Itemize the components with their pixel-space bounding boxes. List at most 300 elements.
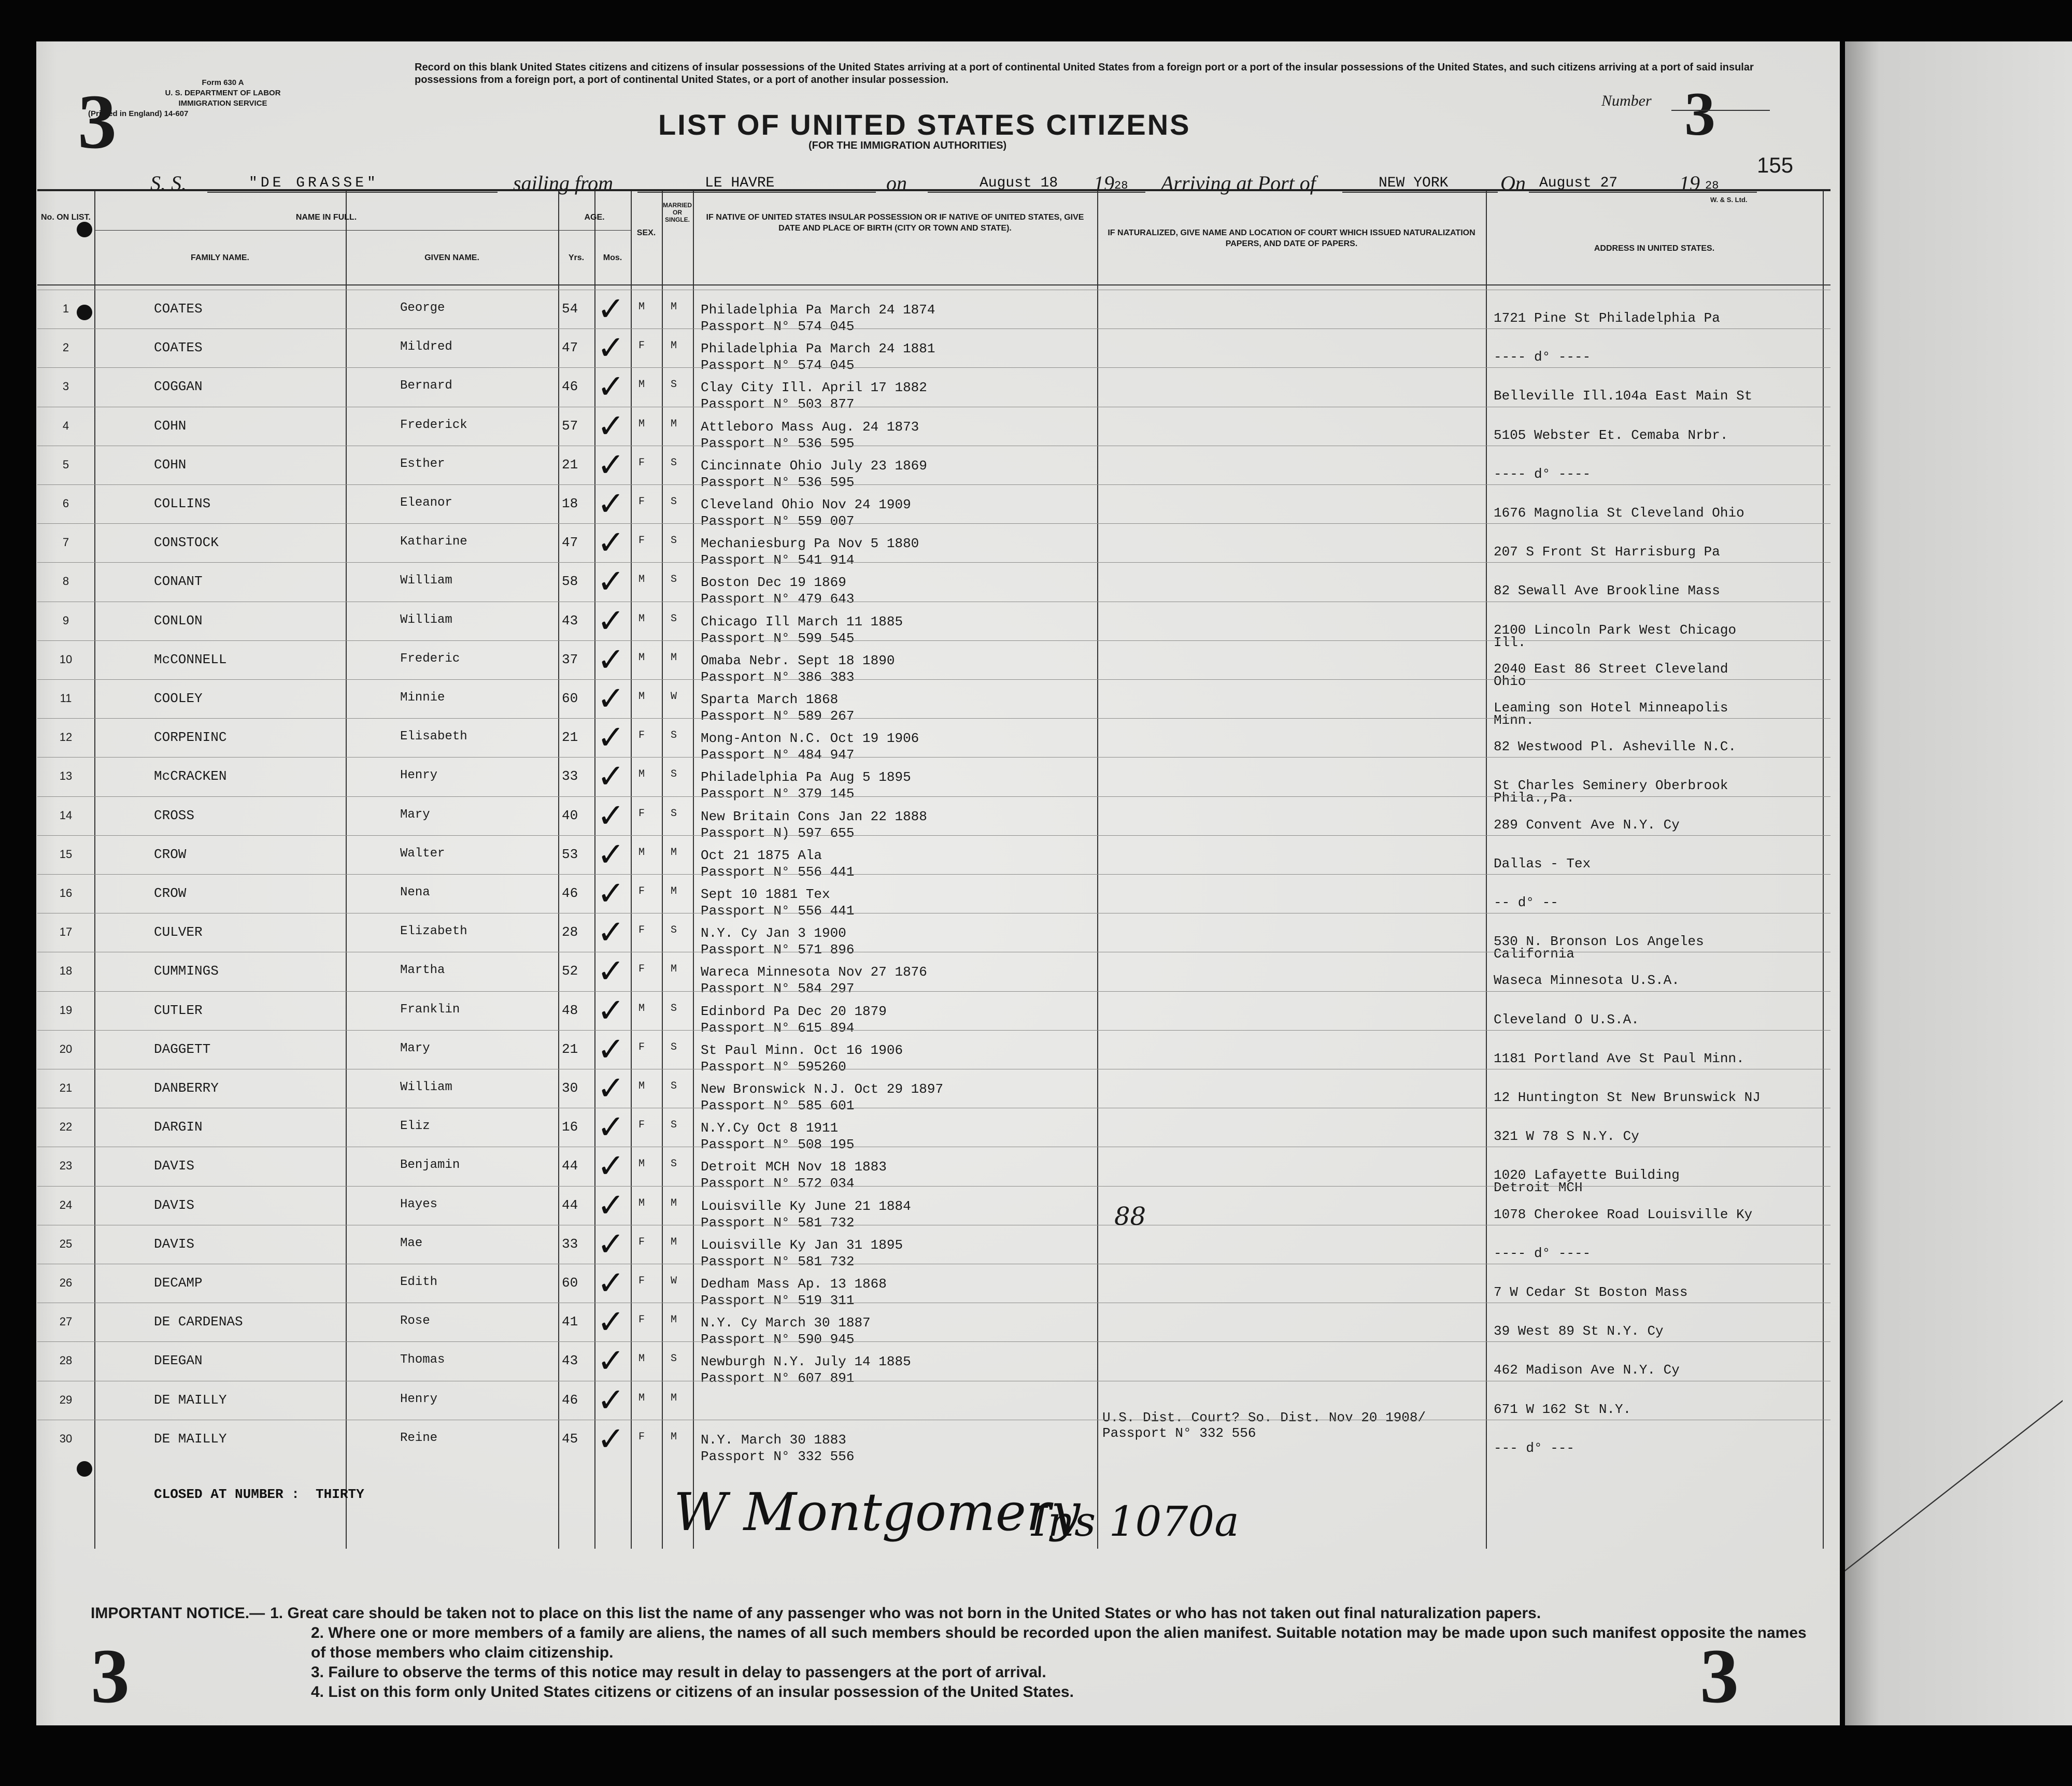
passport-number: Passport N° 574 045 [701,358,855,374]
table-row [37,1030,1830,1075]
given-name: George [400,301,445,315]
check-mark-icon: ✓ [597,602,625,640]
marital-status: S [671,1041,677,1053]
address: 39 West 89 St N.Y. Cy [1494,1323,1664,1339]
table-row [37,1420,1830,1464]
marital-status: M [671,1197,677,1209]
family-name: CUMMINGS [154,963,219,979]
passport-number: Passport N° 571 896 [701,942,855,958]
signature-note: Ins 1070a [1031,1497,1239,1546]
given-name: Henry [400,768,438,783]
birth-place-date: Mong-Anton N.C. Oct 19 1906 [701,731,919,747]
check-mark-icon: ✓ [597,1381,625,1420]
row-number: 14 [59,808,73,822]
given-name: Thomas [400,1353,445,1367]
printed-note: (Printed in England) 14-607 [88,109,189,118]
arrive-date: August 27 [1539,175,1618,191]
table-row [37,952,1830,997]
family-name: CROW [154,846,187,862]
sex: F [638,1431,645,1443]
punch-hole [77,1461,92,1477]
age-years: 57 [562,418,578,434]
marital-status: S [671,1119,677,1132]
row-number: 10 [59,652,73,666]
passport-number: Passport N° 585 601 [701,1098,855,1113]
birth-place-date: N.Y. Cy March 30 1887 [701,1315,871,1331]
family-name: DAVIS [154,1236,195,1252]
officer-signature: W Montgomery [674,1482,1081,1542]
given-name: Eliz [400,1119,430,1134]
col-naturalized: IF NATURALIZED, GIVE NAME AND LOCATION OF COURT WHICH ISSUED NATURALIZATION PAPERS, AND DATE OF PAPERS. [1108,228,1475,248]
age-years: 43 [562,612,578,628]
notice-item-2: 2. Where one or more members of a family are aliens, the names of all such members should be recorded upon the alien manifest. Suitable notation may be made upon such manifest opposite the names of those members who claim citizenship. [311,1624,1807,1661]
sex: M [638,379,645,391]
row-number: 24 [59,1198,73,1211]
family-name: DAGGETT [154,1041,211,1057]
address: 7 W Cedar St Boston Mass [1494,1284,1688,1300]
passport-number: Passport N° 584 297 [701,981,855,997]
family-name: DAVIS [154,1197,195,1213]
address: 1078 Cherokee Road Louisville Ky [1494,1206,1753,1222]
table-row [37,1186,1830,1231]
birth-place-date: Mechaniesburg Pa Nov 5 1880 [701,536,919,552]
table-row [37,1108,1830,1153]
marital-status: M [671,1431,677,1443]
passport-number: Passport N° 607 891 [701,1370,855,1387]
row-number: 30 [59,1432,73,1445]
closed-at: CLOSED AT NUMBER : THIRTY [154,1487,364,1502]
punch-hole [77,222,92,237]
family-name: COGGAN [154,379,203,395]
given-name: Reine [400,1431,438,1445]
marital-status: M [671,963,677,976]
age-years: 44 [562,1197,578,1213]
sex: M [638,418,645,430]
given-name: Martha [400,963,445,978]
row-number: 3 [62,380,69,393]
family-name: COATES [154,301,203,317]
row-number: 16 [59,887,73,899]
family-name: CROSS [154,807,195,823]
sex: F [638,1236,645,1248]
birth-place-date: Boston Dec 19 1869 [701,575,846,591]
service: IMMIGRATION SERVICE [178,99,267,108]
table-row [37,679,1830,728]
port-to: NEW YORK [1379,175,1449,191]
family-name: McCRACKEN [154,768,227,784]
address-line-2: Ill. [1494,634,1526,650]
sex: F [638,885,645,897]
table-row [37,290,1830,334]
passport-number: Passport N° 556 441 [701,864,855,880]
marital-status: W [671,691,677,703]
instructions: Record on this blank United States citizens and citizens of insular possessions of the United States arriving at a port of continental United States from a foreign port or a port of the insular possessions of the United States, and such citizens arriving at a port of said insular possessions from a foreign port, a port of continental United States, or a port of another insular possession. [415,62,1754,85]
given-name: Edith [400,1275,438,1289]
family-name: McCONNELL [154,651,227,667]
marital-status: S [671,807,677,820]
marital-status: M [671,1392,677,1404]
depart-date: August 18 [980,175,1058,191]
sex: M [638,1080,645,1092]
sex: M [638,768,645,781]
address: 1181 Portland Ave St Paul Minn. [1494,1050,1744,1066]
given-name: Frederic [400,651,460,666]
row-number: 21 [59,1081,73,1094]
check-mark-icon: ✓ [597,485,625,523]
check-mark-icon: ✓ [597,758,625,796]
check-mark-icon: ✓ [597,446,625,484]
address-line-2: Detroit MCH [1494,1180,1583,1196]
birth-place-date: Philadelphia Pa March 24 1874 [701,302,935,318]
birth-place-date: Philadelphia Pa March 24 1881 [701,341,935,357]
check-mark-icon: ✓ [597,796,625,835]
birth-place-date: N.Y.Cy Oct 8 1911 [701,1120,839,1136]
sex: M [638,1353,645,1365]
col-birth: IF NATIVE OF UNITED STATES INSULAR POSSESSION OR IF NATIVE OF UNITED STATES, GIVE DATE AND PLACE OF BIRTH (CITY OR TOWN AND STATE). [706,213,1084,233]
passport-number: Passport N° 595260 [701,1059,846,1075]
given-name: Eleanor [400,496,452,510]
sex: M [638,1158,645,1170]
passport-number: Passport N° 572 034 [701,1176,855,1192]
family-name: DECAMP [154,1275,203,1291]
family-name: COHN [154,418,187,434]
marital-status: M [671,301,677,313]
marital-status: M [671,418,677,430]
address: 82 Westwood Pl. Asheville N.C. [1494,739,1737,755]
age-years: 48 [562,1002,578,1018]
row-number: 5 [62,458,69,471]
birth-place-date: Oct 21 1875 Ala [701,847,822,863]
marital-status: S [671,730,677,742]
family-name: COLLINS [154,496,211,511]
table-row [37,1225,1830,1269]
marital-status: S [671,612,677,625]
check-mark-icon: ✓ [597,1030,625,1069]
sex: M [638,691,645,703]
notice-item-1: 1. Great care should be taken not to place on this list the name of any passenger who was not born in the United States or who has not taken out final naturalization papers. [270,1605,1541,1622]
given-name: William [400,574,452,588]
number-underline [1671,110,1770,111]
family-name: COHN [154,456,187,473]
check-mark-icon: ✓ [597,1069,625,1108]
passport-number: Passport N° 503 877 [701,396,855,412]
table-row [37,562,1830,607]
row-number: 4 [62,419,69,432]
family-name: DARGIN [154,1119,203,1135]
address: ---- d° ---- [1494,349,1591,365]
row-number: 23 [59,1159,73,1173]
birth-place-date: N.Y. Cy Jan 3 1900 [701,925,846,941]
form-info [88,78,321,119]
age-years: 44 [562,1158,578,1174]
row-number: 18 [59,964,73,978]
age-years: 58 [562,574,578,590]
given-name: Elisabeth [400,730,467,744]
address: Belleville Ill.104a East Main St [1494,388,1753,404]
sex: F [638,1275,645,1287]
marital-status: M [671,1236,677,1248]
table-row [37,523,1830,568]
age-years: 30 [562,1080,578,1096]
check-mark-icon: ✓ [597,368,625,407]
check-mark-icon: ✓ [597,1147,625,1186]
birth-place-date: Chicago Ill March 11 1885 [701,613,903,630]
row-number: 1 [62,302,69,315]
footer-number-right: 3 [1700,1633,1739,1719]
address-line-2: Minn. [1494,712,1535,728]
passport-number: Passport N° 581 732 [701,1215,855,1231]
given-name: Hayes [400,1197,438,1211]
col-address: ADDRESS IN UNITED STATES. [1594,244,1715,253]
marital-status: M [671,846,677,859]
marital-status: S [671,379,677,391]
address: Waseca Minnesota U.S.A. [1494,973,1680,989]
form-id: Form 630 A [202,78,244,87]
passport-number: Passport N° 332 556 [701,1448,855,1464]
check-mark-icon: ✓ [597,1420,625,1459]
passport-number: Passport N° 479 643 [701,591,855,607]
given-name: Mary [400,1041,430,1055]
row-number: 8 [62,575,69,588]
department: U. S. DEPARTMENT OF LABOR [165,89,281,97]
sex: F [638,1041,645,1053]
passport-number: Passport N° 536 595 [701,435,855,451]
birth-place-date: Cincinnate Ohio July 23 1869 [701,458,927,474]
given-name: Mildred [400,340,452,354]
check-mark-icon: ✓ [597,835,625,874]
sailing-label: sailing from [513,172,613,195]
marital-status: S [671,924,677,937]
given-name: Katharine [400,535,467,549]
corner-number: 3 [78,79,117,165]
family-name: COOLEY [154,691,203,706]
address: ---- d° ---- [1494,1245,1591,1261]
family-name: CULVER [154,924,203,940]
birth-place-date: Louisville Ky June 21 1884 [701,1198,911,1214]
check-mark-icon: ✓ [597,329,625,368]
passport-number: Passport N° 536 595 [701,474,855,490]
given-name: Mae [400,1236,423,1250]
family-name: DEEGAN [154,1353,203,1369]
sex: M [638,651,645,664]
sex: M [638,612,645,625]
on2-label: On [1500,172,1526,195]
address: 289 Convent Ave N.Y. Cy [1494,817,1680,833]
check-mark-icon: ✓ [597,1303,625,1342]
notice-item-3: 3. Failure to observe the terms of this notice may result in delay to passengers at the port of arrival. [311,1664,1046,1681]
age-years: 41 [562,1314,578,1330]
address: 12 Huntington St New Brunswick NJ [1494,1090,1761,1105]
family-name: CUTLER [154,1002,203,1018]
passport-number: Passport N° 581 732 [701,1253,855,1269]
sex: F [638,1314,645,1326]
margin-note: 88 [1114,1202,1146,1231]
age-years: 46 [562,379,578,395]
sex: M [638,1392,645,1404]
row-number: 12 [59,731,73,744]
number-value: 3 [1684,79,1715,148]
passport-number: Passport N° 519 311 [701,1293,855,1308]
family-name: CONLON [154,612,203,628]
age-years: 60 [562,1275,578,1291]
sex: M [638,1002,645,1015]
passport-number: Passport N° 574 045 [701,319,855,334]
table-row [37,1069,1830,1113]
address: 1020 Lafayette Building [1494,1167,1680,1183]
table-row [37,796,1830,841]
row-number: 28 [59,1354,73,1367]
passport-number: Passport N° 590 945 [701,1332,855,1348]
marital-status: S [671,1353,677,1365]
sex: M [638,301,645,313]
check-mark-icon: ✓ [597,1264,625,1303]
address: 530 N. Bronson Los Angeles [1494,934,1704,950]
sex: F [638,807,645,820]
given-name: Bernard [400,379,452,393]
given-name: Benjamin [400,1158,460,1173]
marital-status: S [671,1158,677,1170]
row-number: 22 [59,1120,73,1134]
check-mark-icon: ✓ [597,1186,625,1225]
check-mark-icon: ✓ [597,290,625,328]
family-name: CONANT [154,574,203,590]
address: 462 Madison Ave N.Y. Cy [1494,1362,1680,1378]
family-name: CONSTOCK [154,535,219,551]
sex: F [638,1119,645,1132]
col-name-in-full: NAME IN FULL. [295,213,357,222]
check-mark-icon: ✓ [597,913,625,952]
marital-status: M [671,885,677,897]
on-label: on [886,172,907,195]
adjacent-page-edge [1845,41,2072,1725]
birth-place-date: Clay City Ill. April 17 1882 [701,380,927,396]
given-name: Walter [400,846,445,861]
check-mark-icon: ✓ [597,952,625,991]
table-row [37,407,1830,451]
age-years: 46 [562,1392,578,1408]
row-number: 15 [59,847,73,861]
check-mark-icon: ✓ [597,719,625,758]
age-years: 16 [562,1119,578,1135]
naturalization-passport: Passport N° 332 556 [1102,1425,1256,1441]
table-row [37,640,1830,689]
row-number: 17 [59,925,73,939]
col-mos: Mos. [603,253,622,262]
col-family-name: FAMILY NAME. [191,253,249,262]
passport-number: Passport N° 379 145 [701,786,855,802]
ss-label: S. S. [150,172,187,195]
check-mark-icon: ✓ [597,640,625,679]
depart-year-prefix: 19 [1094,172,1114,195]
age-years: 52 [562,963,578,979]
birth-place-date: N.Y. March 30 1883 [701,1432,846,1448]
age-years: 21 [562,730,578,746]
address: 671 W 162 St N.Y. [1494,1401,1631,1417]
age-years: 53 [562,846,578,862]
age-years: 37 [562,651,578,667]
birth-place-date: Newburgh N.Y. July 14 1885 [701,1354,911,1370]
notice-item-4: 4. List on this form only United States citizens or citizens of an insular possession of the United States. [311,1683,1074,1701]
sex: M [638,846,645,859]
birth-place-date: Edinbord Pa Dec 20 1879 [701,1003,887,1019]
family-name: DE MAILLY [154,1431,227,1447]
sex: F [638,730,645,742]
birth-place-date: New Bronswick N.J. Oct 29 1897 [701,1081,944,1097]
table-row [37,602,1830,650]
age-years: 33 [562,1236,578,1252]
row-number: 11 [60,692,72,705]
birth-place-date: Cleveland Ohio Nov 24 1909 [701,497,911,512]
page-title: LIST OF UNITED STATES CITIZENS [658,108,1191,141]
footer-number-left: 3 [91,1633,130,1719]
arrive-year: 28 [1705,179,1719,192]
col-given-name: GIVEN NAME. [424,253,479,262]
age-years: 60 [562,691,578,706]
address: 2100 Lincoln Park West Chicago [1494,622,1737,638]
table-row [37,991,1830,1036]
naturalization: U.S. Dist. Court? So. Dist. Nov 20 1908/ [1102,1409,1426,1425]
birth-place-date: New Britain Cons Jan 22 1888 [701,808,927,824]
address: St Charles Seminery Oberbrook [1494,778,1728,794]
marital-status: S [671,1002,677,1015]
page-subtitle: (FOR THE IMMIGRATION AUTHORITIES) [808,140,1007,151]
age-years: 18 [562,496,578,511]
sex: F [638,963,645,976]
passport-number: Passport N° 541 914 [701,552,855,568]
birth-place-date: Sept 10 1881 Tex [701,887,830,902]
depart-year: 28 [1114,179,1128,192]
address: 5105 Webster Et. Cemaba Nrbr. [1494,427,1728,443]
marital-status: M [671,651,677,664]
given-name: Frederick [400,418,467,432]
number-label: Number [1601,92,1652,109]
marital-status: S [671,535,677,547]
given-name: Minnie [400,691,445,705]
marital-status: S [671,456,677,469]
address: 82 Sewall Ave Brookline Mass [1494,583,1720,599]
birth-place-date: Dedham Mass Ap. 13 1868 [701,1276,887,1292]
family-name: DAVIS [154,1158,195,1174]
table-row [37,1147,1830,1196]
sex: F [638,924,645,937]
sex: F [638,340,645,352]
check-mark-icon: ✓ [597,680,625,718]
address-line-2: Ohio [1494,673,1526,689]
sex: M [638,1197,645,1209]
age-years: 47 [562,340,578,356]
row-number: 9 [62,613,69,627]
row-number: 26 [59,1276,73,1289]
passenger-table [37,189,1830,1549]
check-mark-icon: ✓ [597,1108,625,1147]
address: 207 S Front St Harrisburg Pa [1494,544,1720,560]
row-number: 25 [59,1237,73,1250]
marital-status: M [671,340,677,352]
passport-number: Passport N° 508 195 [701,1137,855,1153]
check-mark-icon: ✓ [597,875,625,913]
family-name: DANBERRY [154,1080,219,1096]
address-line-2: California [1494,946,1575,962]
address-line-2: Phila.,Pa. [1494,790,1575,806]
address: --- d° --- [1494,1440,1575,1456]
table-row [37,757,1830,806]
age-years: 21 [562,456,578,473]
passport-number: Passport N° 559 007 [701,513,855,529]
address: 321 W 78 S N.Y. Cy [1494,1128,1639,1145]
col-sex: SEX. [636,228,656,237]
col-yrs: Yrs. [568,253,585,262]
age-years: 45 [562,1431,578,1447]
